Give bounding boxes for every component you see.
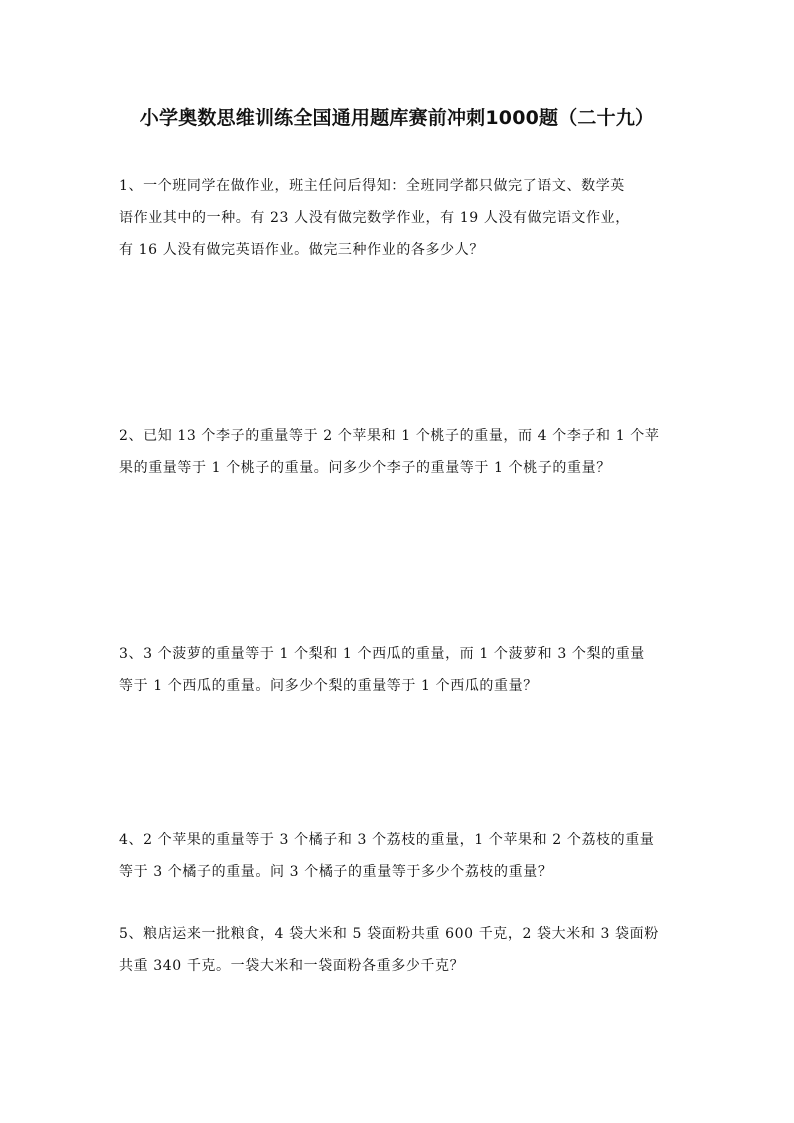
question-3 xyxy=(119,638,679,702)
question-1-line-1: 1、一个班同学在做作业，班主任问后得知：全班同学都只做完了语文、数学英 xyxy=(119,178,625,194)
question-5-line-1: 5、粮店运来一批粮食，4 袋大米和 5 袋面粉共重 600 千克，2 袋大米和 3 袋面粉 xyxy=(119,926,659,942)
question-5 xyxy=(119,918,679,982)
question-2-line-2: 果的重量等于 1 个桃子的重量。问多少个李子的重量等于 1 个桃子的重量？ xyxy=(119,460,611,476)
question-5-line-2: 共重 340 千克。一袋大米和一袋面粉各重多少千克？ xyxy=(119,958,465,974)
question-2 xyxy=(119,420,679,484)
question-4-line-1: 4、2 个苹果的重量等于 3 个橘子和 3 个荔枝的重量，1 个苹果和 2 个荔枝的重量 xyxy=(119,832,655,848)
page-title: 小学奥数思维训练全国通用题库赛前冲刺1000题（二十九） xyxy=(139,107,655,129)
question-1-line-2: 语作业其中的一种。有 23 人没有做完数学作业，有 19 人没有做完语文作业， xyxy=(119,210,630,226)
question-1-line-3: 有 16 人没有做完英语作业。做完三种作业的各多少人？ xyxy=(119,242,484,258)
question-4-line-2: 等于 3 个橘子的重量。问 3 个橘子的重量等于多少个荔枝的重量？ xyxy=(119,864,553,880)
question-3-line-1: 3、3 个菠萝的重量等于 1 个梨和 1 个西瓜的重量，而 1 个菠萝和 3 个梨的重量 xyxy=(119,646,645,662)
question-2-line-1: 2、已知 13 个李子的重量等于 2 个苹果和 1 个桃子的重量，而 4 个李子和 1 个苹 xyxy=(119,428,660,444)
question-3-line-2: 等于 1 个西瓜的重量。问多少个梨的重量等于 1 个西瓜的重量？ xyxy=(119,678,538,694)
question-1 xyxy=(119,170,679,266)
question-4 xyxy=(119,824,679,888)
